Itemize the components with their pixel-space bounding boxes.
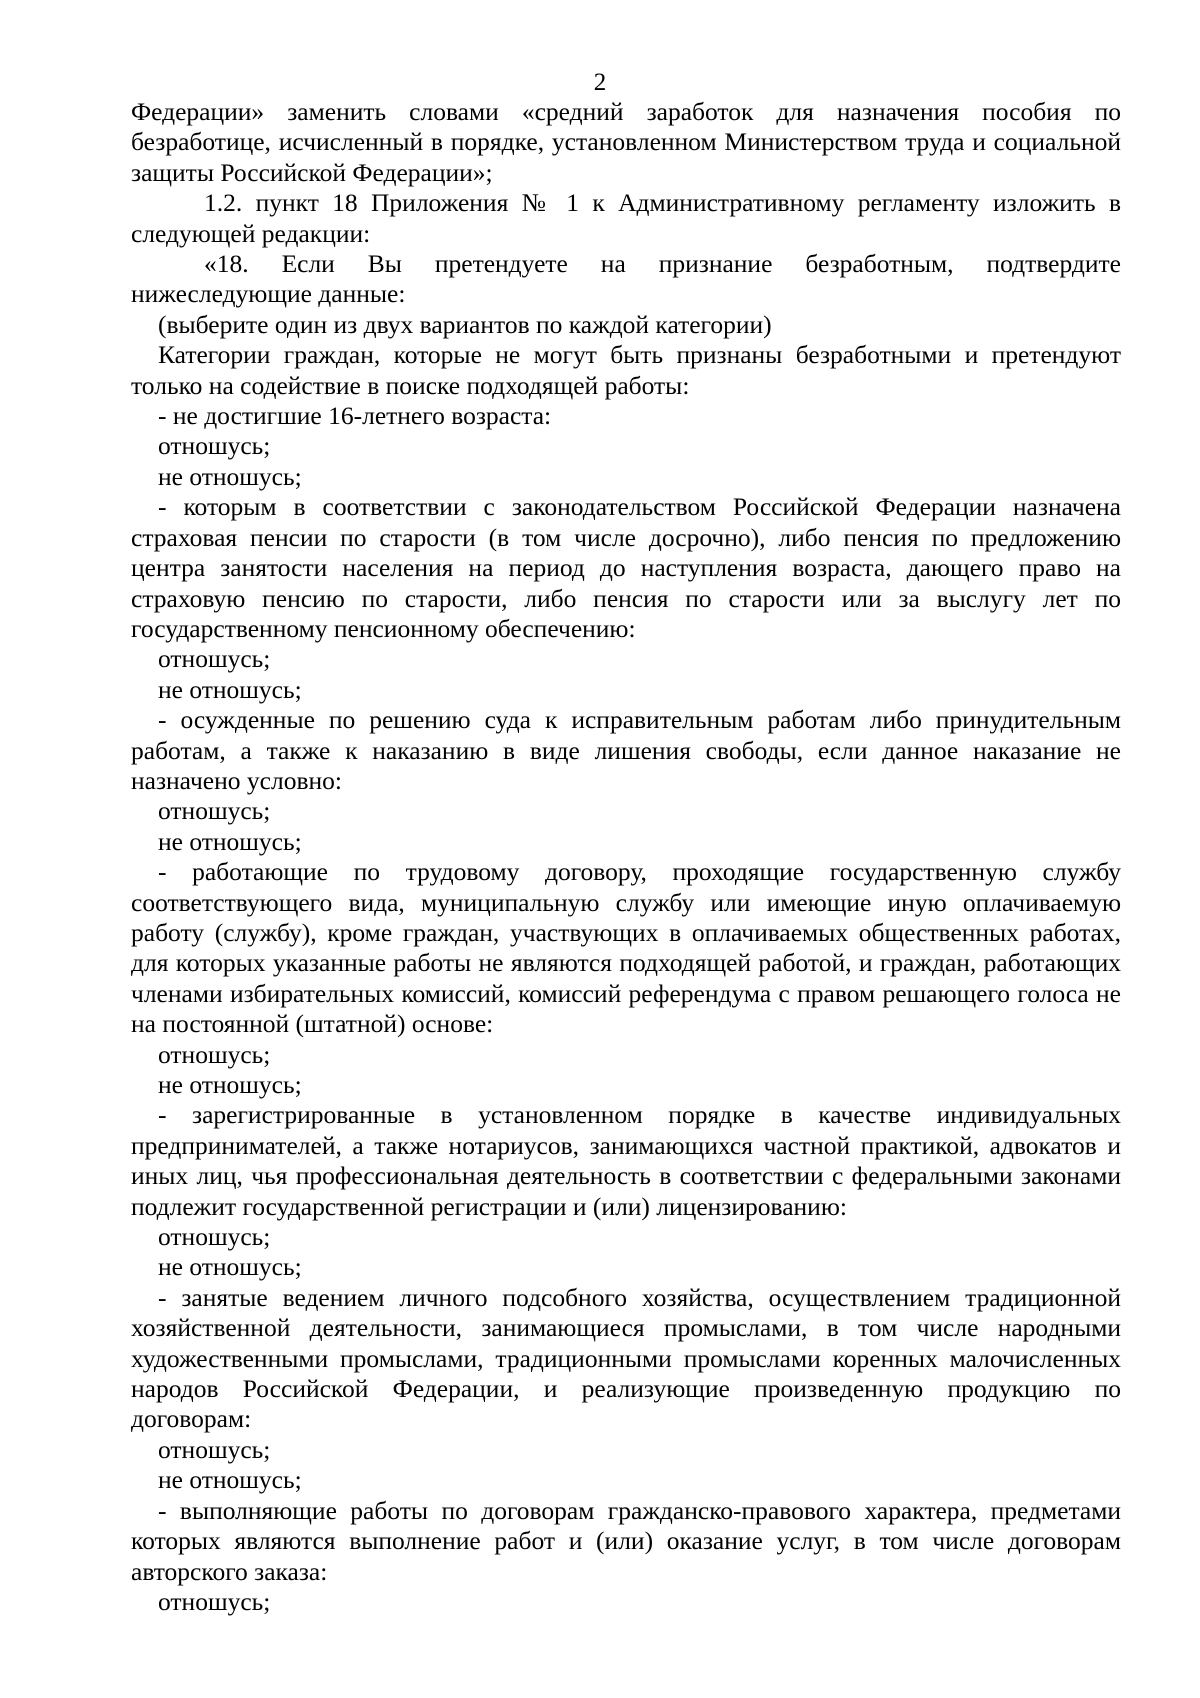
option-not-applies: не отношусь; [158,461,302,491]
option-applies: отношусь; [158,796,271,826]
paragraph-item-18: «18. Если Вы претендуете на признание безработным, подтвердите нижеследующие данные: [131,249,1121,309]
option-applies: отношусь; [158,644,271,674]
option-applies: отношусь; [158,1222,271,1252]
option-not-applies: не отношусь; [158,1070,302,1099]
option-not-applies: не отношусь; [158,1465,302,1495]
instruction-note: (выберите один из двух вариантов по каждой категории) [158,309,772,339]
category-item: - которым в соответствии с законодательством Российской Федерации назначена страховая пенсии по старости (в том числе досрочно), либо пенсия по предложению центра занятости населения на период до наступления возраста, дающего право на страховую пенсию по старости, либо пенсия по старости или за выслугу лет по государственному пенсионному обеспечению: [131,492,1121,643]
category-item: - зарегистрированные в установленном порядке в качестве индивидуальных предпринимателей, а также нотариусов, занимающихся частной практикой, адвокатов и иных лиц, чья профессиональная деятельность в соответствии с федеральными законами подлежит государственной регистрации и (или) лицензированию: [131,1100,1121,1221]
option-applies: отношусь; [158,1039,271,1069]
categories-heading: Категории граждан, которые не могут быть признаны безработными и претендуют только на содействие в поиске подходящей работы: [131,340,1121,400]
paragraph-item-1-2: 1.2. пункт 18 Приложения № 1 к Административному регламенту изложить в следующей редакции: [131,188,1121,248]
paragraph-continuation: Федерации» заменить словами «средний заработок для назначения пособия по безработице, исчисленный в порядке, установленном Министерством труда и социальной защиты Российской Федерации»; [131,97,1121,187]
category-item: - не достигшие 16-летнего возраста: [158,401,552,431]
option-applies: отношусь; [158,1434,271,1464]
option-not-applies: не отношусь; [158,826,302,856]
document-body [131,97,1121,1617]
category-item: - работающие по трудовому договору, проходящие государственную службу соответствующего вида, муниципальную службу или имеющие иную оплачиваемую работу (службу), кроме граждан, участвующих в оплачиваемых общественных работах, для которых указанные работы не являются подходящей работой, и граждан, работающих членами избирательных комиссий, комиссий референдума с правом решающего голоса не на постоянной (штатной) основе: [131,857,1121,1039]
category-item: - выполняющие работы по договорам гражданско-правового характера, предметами которых являются выполнение работ и (или) оказание услуг, в том числе договорам авторского заказа: [131,1495,1121,1586]
option-not-applies: не отношусь; [158,1252,302,1282]
category-item: - осужденные по решению суда к исправительным работам либо принудительным работам, а также к наказанию в виде лишения свободы, если данное наказание не назначено условно: [131,705,1121,795]
option-applies: отношусь; [158,431,271,461]
category-item: - занятые ведением личного подсобного хозяйства, осуществлением традиционной хозяйственной деятельности, занимающиеся промыслами, в том числе народными художественными промыслами, традиционными промыслами коренных малочисленных народов Российской Федерации, и реализующие произведенную продукцию по договорам: [131,1282,1121,1434]
option-not-applies: не отношусь; [158,674,302,704]
option-applies: отношусь; [158,1586,271,1616]
page-number: 2 [593,69,607,96]
